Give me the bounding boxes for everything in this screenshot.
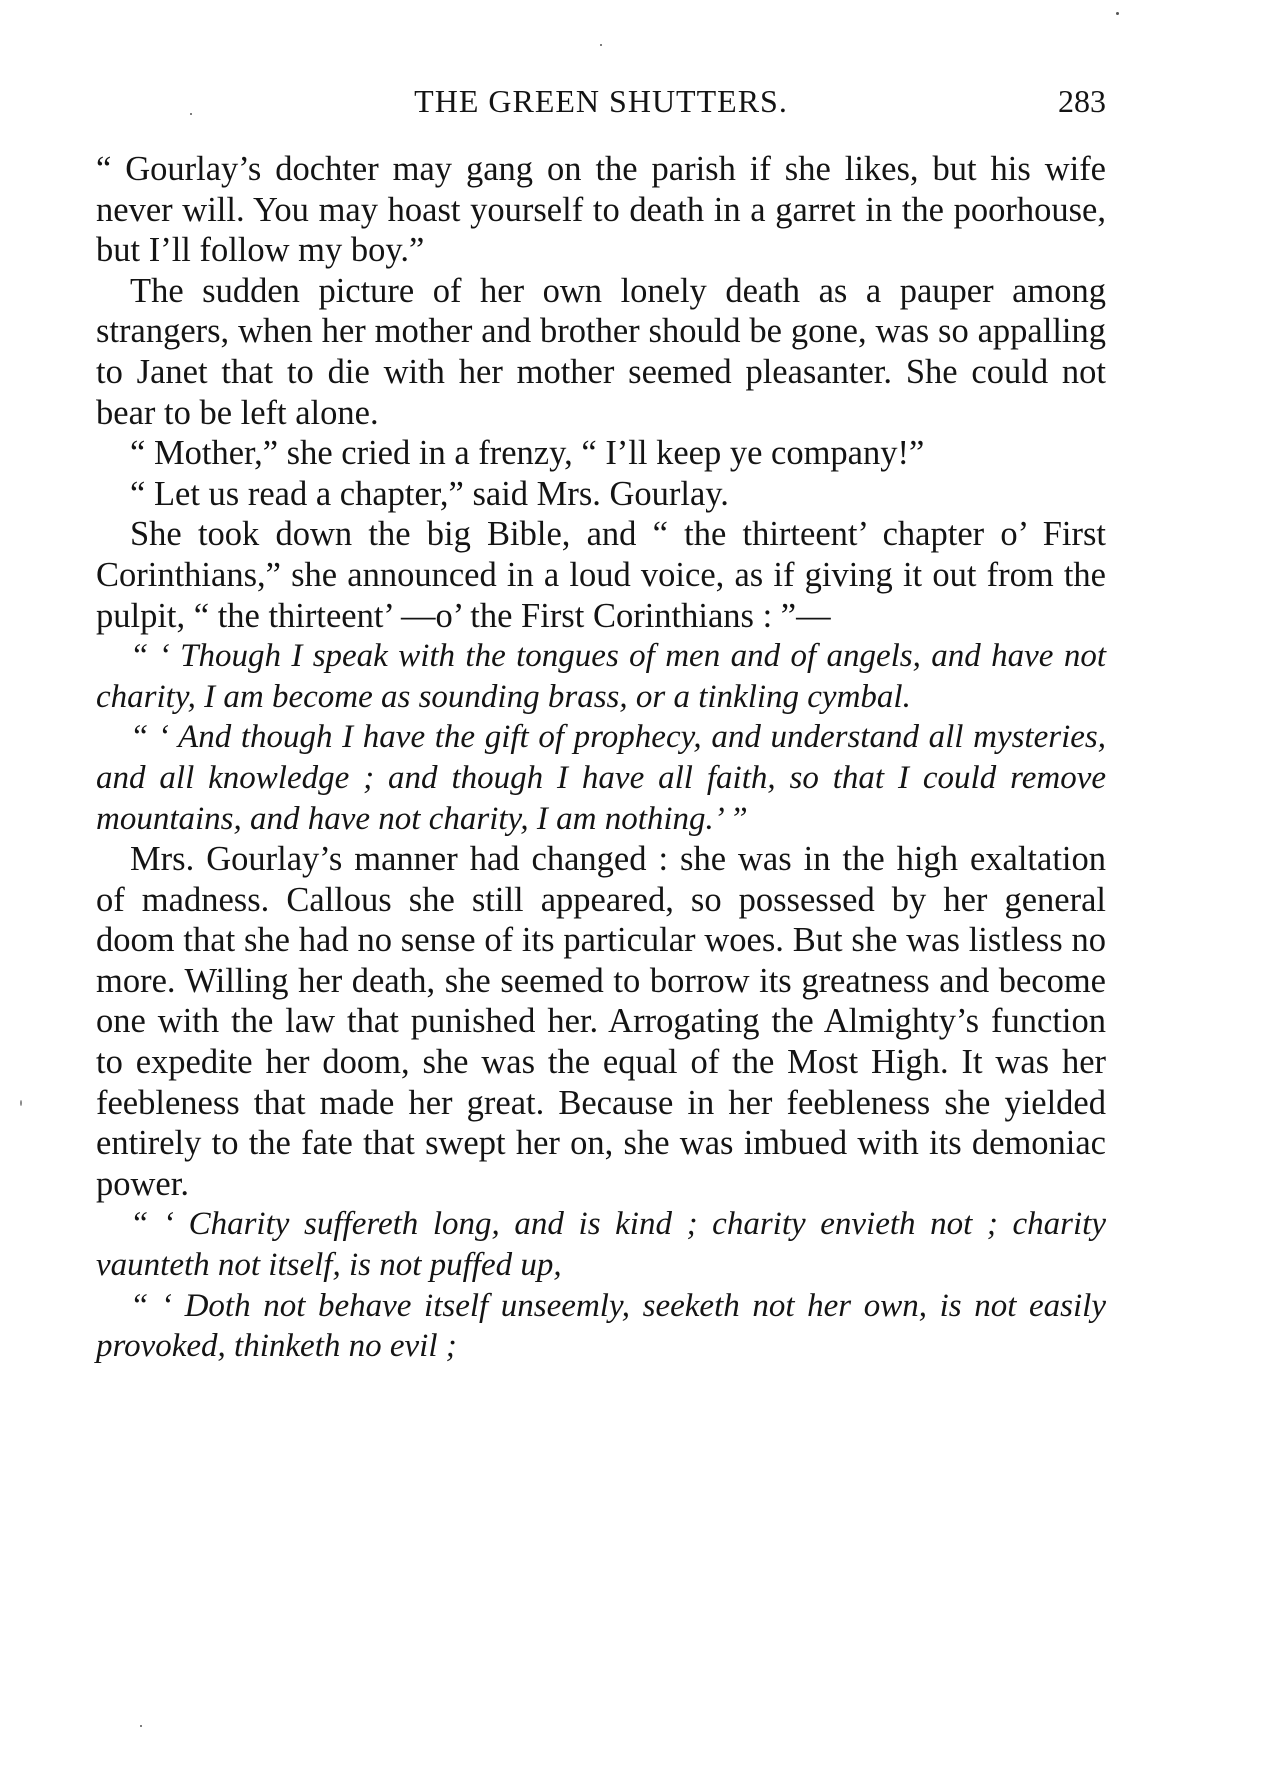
scripture-quote: “ ‘ And though I have the gift of prophecy, and understand all mysteries, and all knowledge ; and though I have all faith, so that I could remove mountains, and have not charity, I am nothing.’ ”	[96, 719, 1106, 837]
paragraph: She took down the big Bible, and “ the thirteent’ chapter o’ First Corinthians,” she announced in a loud voice, as if giving it out from the pulpit, “ the thirteent’ —o’ the First Corinthians : ”—	[96, 515, 1106, 635]
paragraph: “ Let us read a chapter,” said Mrs. Gourlay.	[130, 474, 729, 513]
scan-speck	[140, 1725, 142, 1727]
scripture-quote: “ ‘ Though I speak with the tongues of men and of angels, and have not charity, I am become as sounding brass, or a tinkling cymbal.	[96, 638, 1106, 715]
scan-speck	[20, 1100, 22, 1106]
paragraph: “ Mother,” she cried in a frenzy, “ I’ll keep ye company!”	[130, 434, 925, 473]
scan-speck	[600, 44, 602, 46]
scripture-quote: “ ‘ Charity suffereth long, and is kind ; charity envieth not ; charity vaunteth not itself, is not puffed up,	[96, 1206, 1106, 1284]
page-number: 283	[1058, 83, 1106, 119]
paragraph: Mrs. Gourlay’s manner had changed : she was in the high exaltation of madness. Callous she still appeared, so possessed by her general doom that she had no sense of its particular woes. But she was listless no more. Willing her death, she seemed to borrow its greatness and become one with the law that punished her. Arrogating the Almighty’s function to expedite her doom, she was the equal of the Most High. It was her feebleness that made her great. Because in her feebleness she yielded entirely to the fate that swept her on, she was imbued with its demoniac power.	[96, 840, 1106, 1203]
scripture-quote: “ ‘ Doth not behave itself unseemly, seeketh not her own, is not easily provoked, thinketh no evil ;	[96, 1287, 1106, 1365]
paragraph: The sudden picture of her own lonely death as a pauper among strangers, when her mother and brother should be gone, was so appalling to Janet that to die with her mother seemed pleasanter. She could not bear to be left alone.	[96, 271, 1106, 432]
body-text	[96, 149, 1106, 1367]
paragraph: “ Gourlay’s dochter may gang on the parish if she likes, but his wife never will. You may hoast yourself to death in a garret in the poorhouse, but I’ll follow my boy.”	[96, 150, 1106, 270]
page-header	[96, 76, 1106, 126]
scan-speck	[1116, 12, 1119, 15]
scan-speck	[190, 113, 192, 115]
running-title: THE GREEN SHUTTERS.	[414, 83, 788, 119]
